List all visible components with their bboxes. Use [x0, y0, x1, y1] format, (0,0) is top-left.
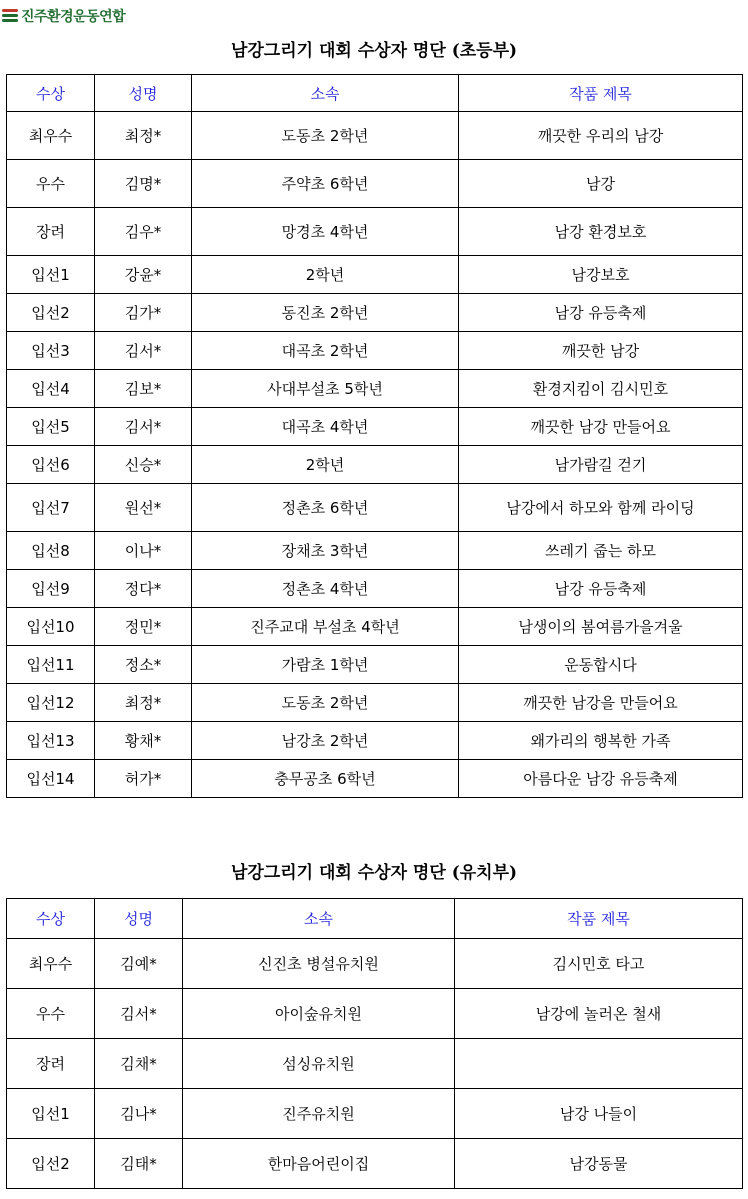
kindergarten-title: 남강그리기 대회 수상자 명단 (유치부) — [230, 863, 518, 883]
school-cell: 아이숲유치원 — [183, 989, 455, 1039]
column-header-artwork-title: 작품 제목 — [459, 75, 743, 112]
award-cell: 입선1 — [7, 256, 95, 294]
artwork-title-cell: 남강 나들이 — [455, 1089, 743, 1139]
name-cell: 김서* — [95, 332, 192, 370]
name-cell: 강윤* — [95, 256, 192, 294]
elementary-winners-table — [6, 74, 743, 798]
column-header-award: 수상 — [7, 899, 95, 939]
artwork-title-cell: 남강 유등축제 — [459, 294, 743, 332]
table-row — [7, 1039, 743, 1089]
name-cell: 김나* — [95, 1089, 183, 1139]
table-row — [7, 294, 743, 332]
school-cell: 동진초 2학년 — [192, 294, 459, 332]
award-cell: 입선11 — [7, 646, 95, 684]
table-header-row — [7, 899, 743, 939]
artwork-title-cell: 남강에 놀러온 철새 — [455, 989, 743, 1039]
name-cell: 김채* — [95, 1039, 183, 1089]
award-cell: 입선2 — [7, 1139, 95, 1189]
table-row — [7, 446, 743, 484]
school-cell: 대곡초 4학년 — [192, 408, 459, 446]
name-cell: 김명* — [95, 160, 192, 208]
table-row — [7, 112, 743, 160]
award-cell: 입선4 — [7, 370, 95, 408]
name-cell: 정소* — [95, 646, 192, 684]
artwork-title-cell: 남강 환경보호 — [459, 208, 743, 256]
table-row — [7, 256, 743, 294]
artwork-title-cell: 쓰레기 줍는 하모 — [459, 532, 743, 570]
elementary-title: 남강그리기 대회 수상자 명단 (초등부) — [230, 41, 518, 61]
artwork-title-cell: 남강동물 — [455, 1139, 743, 1189]
school-cell: 남강초 2학년 — [192, 722, 459, 760]
name-cell: 김보* — [95, 370, 192, 408]
name-cell: 김우* — [95, 208, 192, 256]
award-cell: 최우수 — [7, 939, 95, 989]
kindergarten-winners-table — [6, 898, 743, 1189]
org-name: 진주환경운동연합 — [21, 9, 126, 25]
award-cell: 입선7 — [7, 484, 95, 532]
school-cell: 가람초 1학년 — [192, 646, 459, 684]
award-cell: 입선3 — [7, 332, 95, 370]
award-cell: 장려 — [7, 1039, 95, 1089]
school-cell: 진주교대 부설초 4학년 — [192, 608, 459, 646]
name-cell: 김가* — [95, 294, 192, 332]
name-cell: 최정* — [95, 112, 192, 160]
school-cell: 2학년 — [192, 446, 459, 484]
column-header-artwork-title: 작품 제목 — [455, 899, 743, 939]
table-row — [7, 570, 743, 608]
school-cell: 도동초 2학년 — [192, 684, 459, 722]
school-cell: 주약초 6학년 — [192, 160, 459, 208]
school-cell: 정촌초 6학년 — [192, 484, 459, 532]
table-row — [7, 1139, 743, 1189]
column-header-school: 소속 — [192, 75, 459, 112]
table-row — [7, 208, 743, 256]
name-cell: 김서* — [95, 989, 183, 1039]
name-cell: 김태* — [95, 1139, 183, 1189]
table-row — [7, 760, 743, 798]
award-cell: 입선10 — [7, 608, 95, 646]
org-logo — [2, 6, 125, 26]
artwork-title-cell: 운동합시다 — [459, 646, 743, 684]
school-cell: 사대부설초 5학년 — [192, 370, 459, 408]
column-header-award: 수상 — [7, 75, 95, 112]
column-header-name: 성명 — [95, 899, 183, 939]
artwork-title-cell: 깨끗한 남강을 만들어요 — [459, 684, 743, 722]
artwork-title-cell: 남강 유등축제 — [459, 570, 743, 608]
artwork-title-cell: 김시민호 타고 — [455, 939, 743, 989]
school-cell: 섬싱유치원 — [183, 1039, 455, 1089]
award-cell: 입선13 — [7, 722, 95, 760]
name-cell: 정민* — [95, 608, 192, 646]
name-cell: 원선* — [95, 484, 192, 532]
artwork-title-cell: 아름다운 남강 유등축제 — [459, 760, 743, 798]
artwork-title-cell: 남강 — [459, 160, 743, 208]
table-row — [7, 160, 743, 208]
table-row — [7, 1089, 743, 1139]
name-cell: 이나* — [95, 532, 192, 570]
table-row — [7, 370, 743, 408]
name-cell: 정다* — [95, 570, 192, 608]
school-cell: 도동초 2학년 — [192, 112, 459, 160]
artwork-title-cell: 남강보호 — [459, 256, 743, 294]
award-cell: 입선1 — [7, 1089, 95, 1139]
award-cell: 입선9 — [7, 570, 95, 608]
school-cell: 장채초 3학년 — [192, 532, 459, 570]
name-cell: 김서* — [95, 408, 192, 446]
artwork-title-cell: 남생이의 봄여름가을겨울 — [459, 608, 743, 646]
school-cell: 2학년 — [192, 256, 459, 294]
artwork-title-cell — [455, 1039, 743, 1089]
award-cell: 입선6 — [7, 446, 95, 484]
award-cell: 입선8 — [7, 532, 95, 570]
name-cell: 신승* — [95, 446, 192, 484]
school-cell: 정촌초 4학년 — [192, 570, 459, 608]
table-row — [7, 684, 743, 722]
name-cell: 허가* — [95, 760, 192, 798]
award-cell: 입선5 — [7, 408, 95, 446]
artwork-title-cell: 환경지킴이 김시민호 — [459, 370, 743, 408]
school-cell: 망경초 4학년 — [192, 208, 459, 256]
award-cell: 최우수 — [7, 112, 95, 160]
award-cell: 장려 — [7, 208, 95, 256]
award-cell: 입선2 — [7, 294, 95, 332]
artwork-title-cell: 왜가리의 행복한 가족 — [459, 722, 743, 760]
table-row — [7, 989, 743, 1039]
artwork-title-cell: 깨끗한 남강 — [459, 332, 743, 370]
column-header-name: 성명 — [95, 75, 192, 112]
school-cell: 신진초 병설유치원 — [183, 939, 455, 989]
award-cell: 우수 — [7, 989, 95, 1039]
table-row — [7, 722, 743, 760]
school-cell: 대곡초 2학년 — [192, 332, 459, 370]
artwork-title-cell: 남강에서 하모와 함께 라이딩 — [459, 484, 743, 532]
award-cell: 입선14 — [7, 760, 95, 798]
name-cell: 최정* — [95, 684, 192, 722]
table-row — [7, 646, 743, 684]
table-row — [7, 408, 743, 446]
artwork-title-cell: 깨끗한 우리의 남강 — [459, 112, 743, 160]
table-row — [7, 332, 743, 370]
award-cell: 입선12 — [7, 684, 95, 722]
artwork-title-cell: 남가람길 걷기 — [459, 446, 743, 484]
school-cell: 진주유치원 — [183, 1089, 455, 1139]
name-cell: 황채* — [95, 722, 192, 760]
column-header-school: 소속 — [183, 899, 455, 939]
school-cell: 한마음어린이집 — [183, 1139, 455, 1189]
name-cell: 김예* — [95, 939, 183, 989]
award-cell: 우수 — [7, 160, 95, 208]
school-cell: 충무공초 6학년 — [192, 760, 459, 798]
logo-wave-icon — [2, 9, 18, 23]
artwork-title-cell: 깨끗한 남강 만들어요 — [459, 408, 743, 446]
table-row — [7, 939, 743, 989]
table-row — [7, 484, 743, 532]
table-row — [7, 532, 743, 570]
table-row — [7, 608, 743, 646]
table-header-row — [7, 75, 743, 112]
